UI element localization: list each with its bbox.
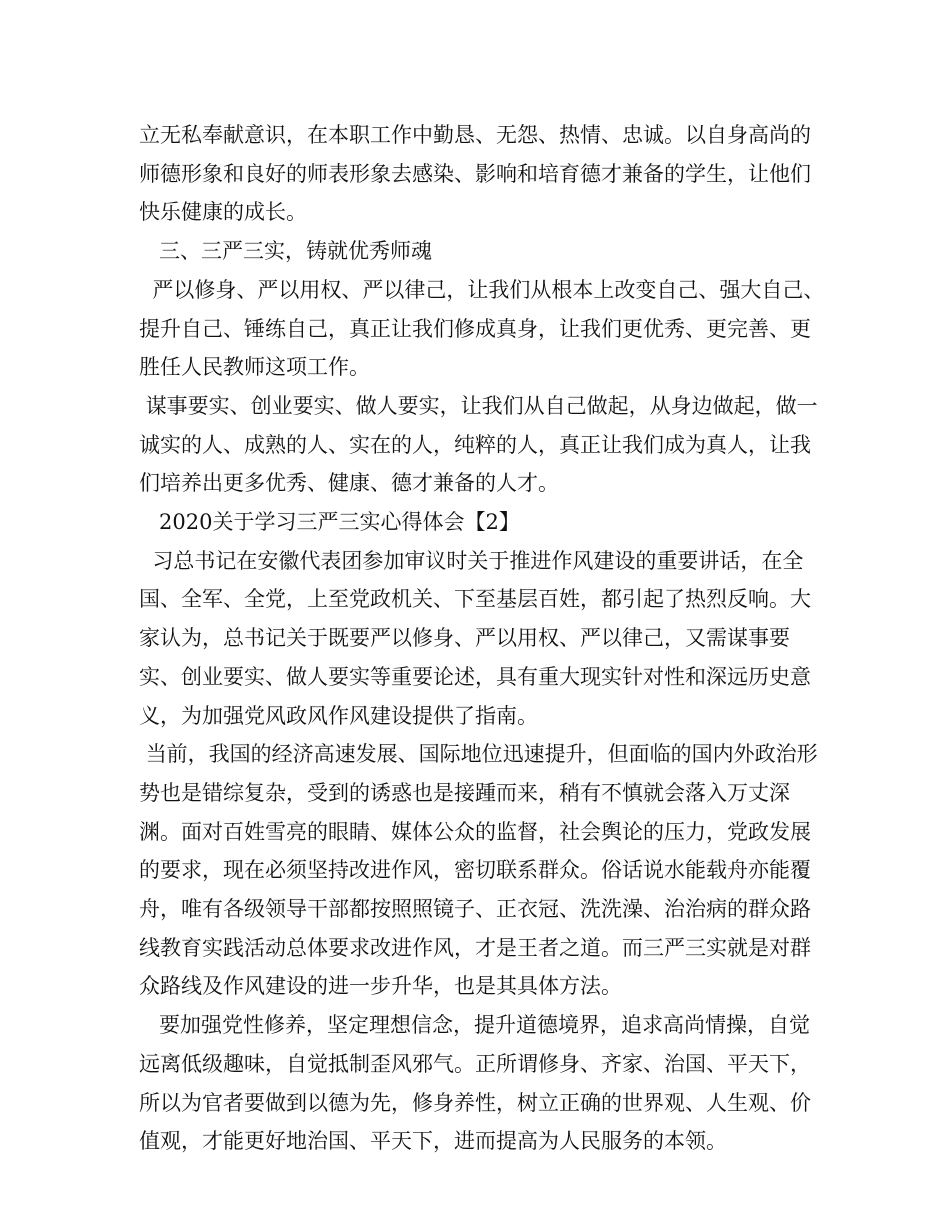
paragraph-continuation: 立无私奉献意识，在本职工作中勤恳、无怨、热情、忠诚。以自身高尚的师德形象和良好的师表形象去感染、影响和培育德才兼备的学生，让他们快乐健康的成长。: [139, 123, 811, 225]
paragraph-current-situation: 当前，我国的经济高速发展、国际地位迅速提升，但面临的国内外政治形势也是错综复杂，受到的诱惑也是接踵而来，稍有不慎就会落入万丈深渊。面对百姓雪亮的眼睛、媒体公众的监督，社会舆论的压力，党政发展的要求，现在必须坚持改进作风，密切联系群众。俗话说水能载舟亦能覆舟，唯有各级领导干部都按照照镜子、正衣冠、洗洗澡、治治病的群众路线教育实践活动总体要求改进作风，才是王者之道。而三严三实就是对群众路线及作风建设的进一步升华，也是其具体方法。: [139, 742, 818, 999]
section-heading-three: 三、三严三实，铸就优秀师魂: [139, 239, 433, 264]
paragraph-self-discipline: 严以修身、严以用权、严以律己，让我们从根本上改变自己、强大自己、提升自己、锤练自己，真正让我们修成真身，让我们更优秀、更完善、更胜任人民教师这项工作。: [139, 277, 825, 380]
article-title-2: 2020关于学习三严三实心得体会【2】: [139, 510, 520, 535]
paragraph-be-practical: 谋事要实、创业要实、做人要实，让我们从自己做起，从身边做起，做一诚实的人、成熟的人、实在的人，纯粹的人，真正让我们成为真人，让我们培养出更多优秀、健康、德才兼备的人才。: [139, 393, 818, 496]
paragraph-speech: 习总书记在安徽代表团参加审议时关于推进作风建设的重要讲话，在全国、全军、全党，上至党政机关、下至基层百姓，都引起了热烈反响。大家认为，总书记关于既要严以修身、严以用权、严以律己，又需谋事要实、创业要实、做人要实等重要论述，具有重大现实针对性和深远历史意义，为加强党风政风作风建设提供了指南。: [139, 548, 811, 728]
paragraph-party-cultivation: 要加强党性修养，坚定理想信念，提升道德境界，追求高尚情操，自觉远离低级趣味，自觉抵制歪风邪气。正所谓修身、齐家、治国、平天下，所以为官者要做到以德为先，修身养性，树立正确的世界观、人生观、价值观，才能更好地治国、平天下，进而提高为人民服务的本领。: [139, 1013, 811, 1154]
document-body: [139, 116, 829, 1161]
